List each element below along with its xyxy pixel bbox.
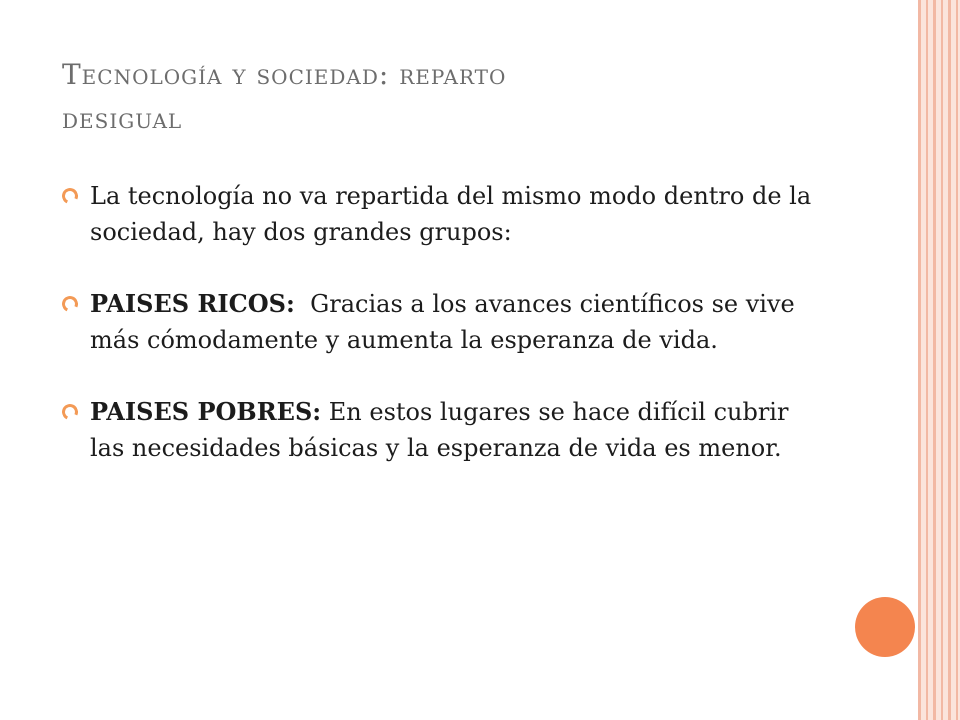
bullet-text: En estos lugares se hace difícil cubrir las necesidades básicas y la esperanza de vida es menor. [90,398,797,462]
bullet-lead: PAISES POBRES: [90,397,322,426]
slide-title-line-1: Tecnología y sociedad: reparto [62,58,507,91]
bullet-item-paises-pobres [62,394,822,466]
bullet-text: Gracias a los avances científicos se vive más cómodamente y aumenta la esperanza de vida. [90,290,803,354]
bullet-text: La tecnología no va repartida del mismo modo dentro de la sociedad, hay dos grandes grupos: [90,182,812,246]
bullet-list [62,178,822,502]
bullet-item-paises-ricos [62,286,822,358]
slide-title-line-2: desigual [62,102,183,135]
bullet-item-intro [62,178,822,250]
decorative-side-stripes [918,0,960,720]
orange-ring-bullet-icon [60,186,81,207]
orange-ring-bullet-icon [60,294,81,315]
orange-ring-bullet-icon [60,402,81,423]
slide-title [62,53,822,141]
orange-circle-decoration [855,597,915,657]
bullet-lead: PAISES RICOS: [90,289,295,318]
